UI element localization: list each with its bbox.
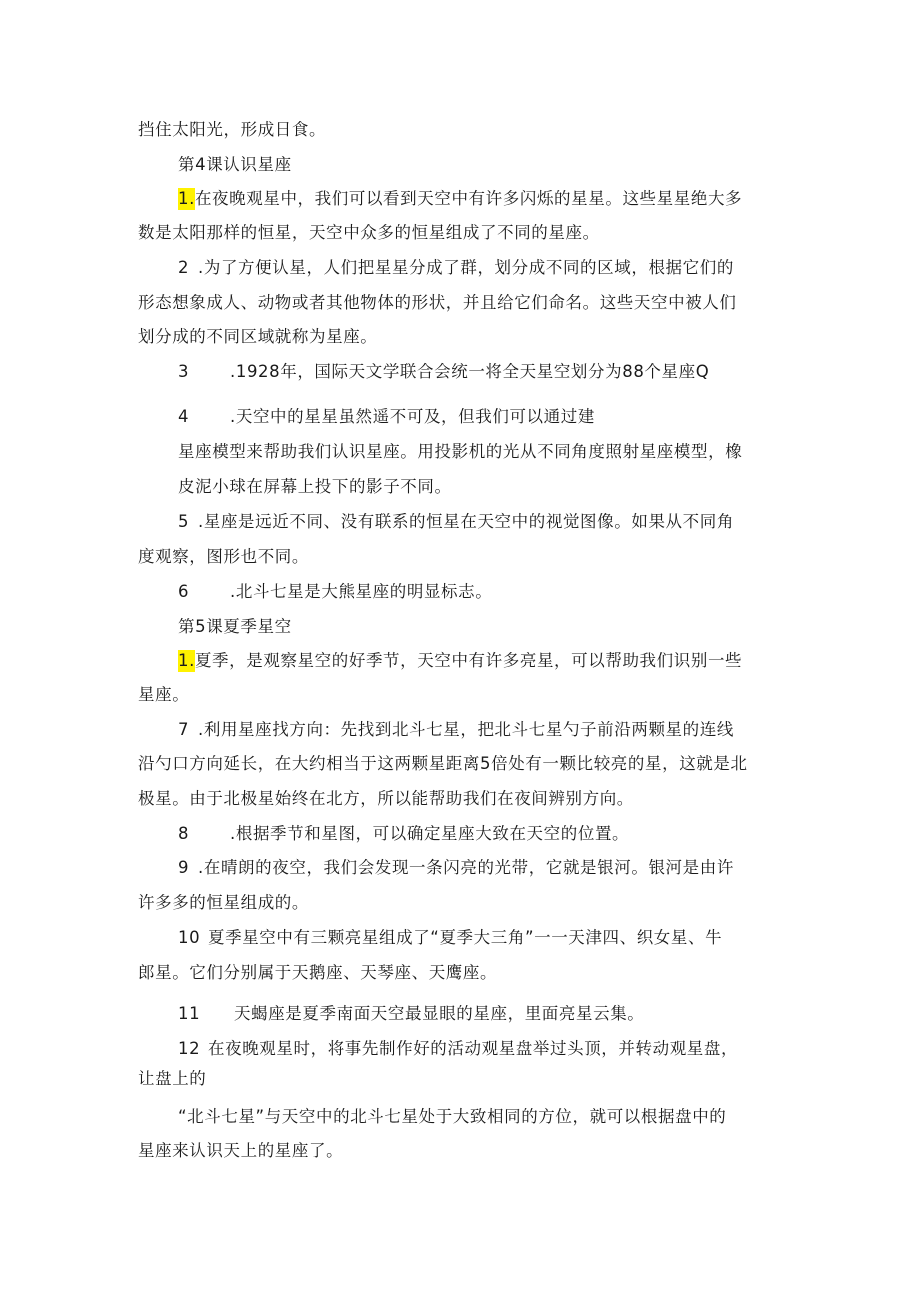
list-item [178, 650, 742, 672]
item-number: 5 [178, 512, 190, 531]
text-line: 形态想象成人、动物或者其他物体的形状，并且给它们命名。这些天空中被人们 [138, 293, 737, 312]
text-line: 挡住太阳光，形成日食。 [138, 120, 327, 139]
list-item [178, 511, 734, 533]
list-item [178, 927, 722, 949]
text-line: .在晴朗的夜空，我们会发现一条闪亮的光带，它就是银河。银河是由许 [198, 858, 734, 877]
text-line: 皮泥小球在屏幕上投下的影子不同。 [178, 477, 452, 496]
text-line: 郎星。它们分别属于天鹅座、天琴座、天鹰座。 [138, 963, 498, 982]
text-line: .为了方便认星，人们把星星分成了群，划分成不同的区域，根据它们的 [198, 258, 734, 277]
highlighted-number: 1. [178, 651, 195, 670]
list-item [178, 581, 492, 603]
item-number: 8 [178, 824, 190, 843]
item-number: 4 [178, 407, 190, 426]
text-line: “北斗七星”与天空中的北斗七星处于大致相同的方位，就可以根据盘中的 [178, 1107, 727, 1126]
text-line: 在夜晚观星时，将事先制作好的活动观星盘举过头顶，并转动观星盘， [208, 1039, 739, 1058]
text-line: .星座是远近不同、没有联系的恒星在天空中的视觉图像。如果从不同角 [198, 512, 734, 531]
item-number: 9 [178, 858, 190, 877]
list-item [178, 823, 629, 845]
item-number: 6 [178, 582, 190, 601]
text-line: 许多多的恒星组成的。 [138, 893, 309, 912]
list-item [178, 188, 742, 210]
lesson-heading: 第4课认识星座 [178, 155, 292, 174]
text-line: 划分成的不同区域就称为星座。 [138, 327, 378, 346]
list-item [178, 857, 734, 879]
lesson-heading: 第5课夏季星空 [178, 617, 292, 636]
text-line: .利用星座找方向：先找到北斗七星，把北斗七星勺子前沿两颗星的连线 [198, 720, 734, 739]
list-item [178, 719, 734, 741]
item-number: 2 [178, 258, 190, 277]
text-line: 星座。 [138, 685, 190, 704]
text-line: .天空中的星星虽然遥不可及，但我们可以通过建 [230, 407, 595, 426]
item-number: 11 [178, 1004, 201, 1023]
text-line: .北斗七星是大熊星座的明显标志。 [230, 582, 493, 601]
text-line: 度观察，图形也不同。 [138, 547, 309, 566]
list-item [178, 257, 734, 279]
text-line: 夏季星空中有三颗亮星组成了“夏季大三角”一一天津四、织女星、牛 [208, 928, 723, 947]
list-item [178, 361, 709, 383]
text-line: 数是太阳那样的恒星，天空中众多的恒星组成了不同的星座。 [138, 223, 600, 242]
list-item [178, 1003, 644, 1025]
item-number: 3 [178, 362, 190, 381]
item-number: 7 [178, 720, 190, 739]
text-line: 让盘上的 [138, 1069, 207, 1088]
text-line: 天蝎座是夏季南面天空最显眼的星座，里面亮星云集。 [234, 1004, 645, 1023]
text-line: 极星。由于北极星始终在北方，所以能帮助我们在夜间辨别方向。 [138, 789, 634, 808]
text-line: 在夜晚观星中，我们可以看到天空中有许多闪烁的星星。这些星星绝大多 [194, 189, 743, 208]
item-number: 10 [178, 928, 201, 947]
item-number: 12 [178, 1039, 201, 1058]
list-item [178, 1038, 738, 1060]
text-line: .1928年，国际天文学联合会统一将全天星空划分为88个星座Q [230, 362, 710, 381]
text-line: 星座模型来帮助我们认识星座。用投影机的光从不同角度照射星座模型，橡 [178, 442, 743, 461]
list-item [178, 406, 595, 428]
text-line: 星座来认识天上的星座了。 [138, 1141, 344, 1160]
highlighted-number: 1. [178, 189, 195, 208]
text-line: .根据季节和星图，可以确定星座大致在天空的位置。 [230, 824, 630, 843]
text-line: 沿勺口方向延长，在大约相当于这两颗星距离5倍处有一颗比较亮的星，这就是北 [138, 754, 748, 773]
text-line: 夏季，是观察星空的好季节，天空中有许多亮星，可以帮助我们识别一些 [194, 651, 743, 670]
